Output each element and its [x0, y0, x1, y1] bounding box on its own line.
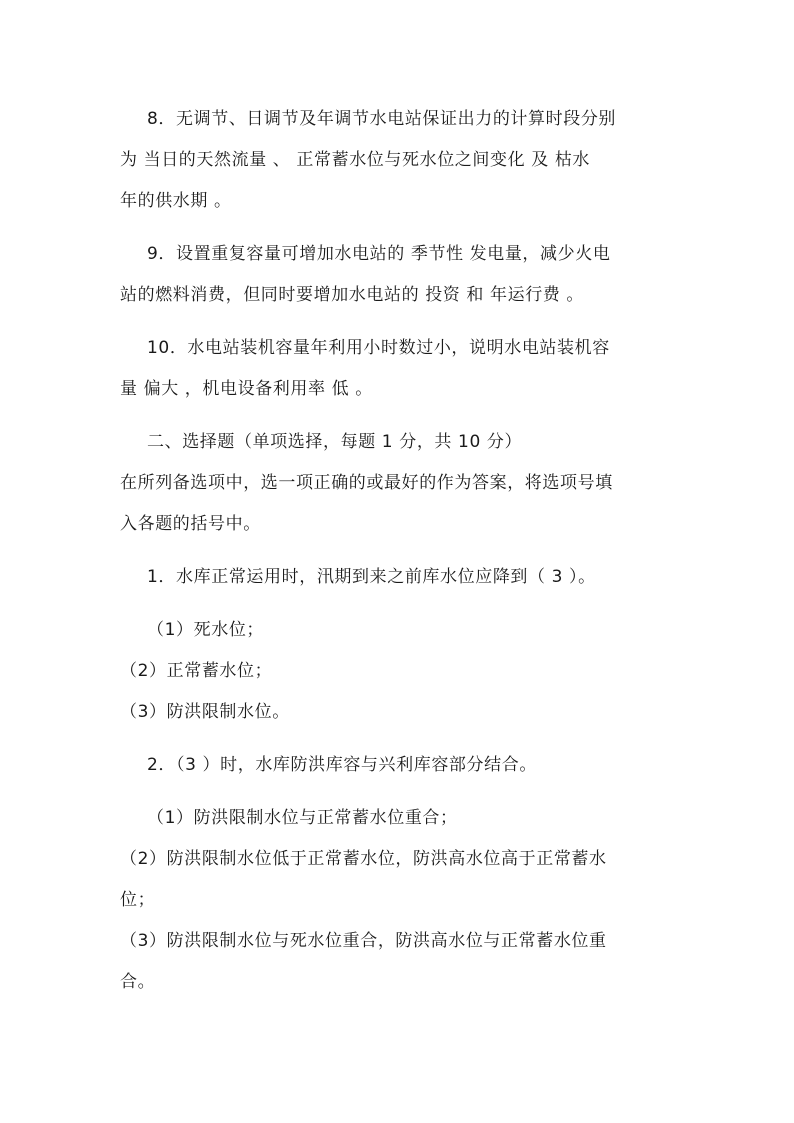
q8-line-1: 8．无调节、日调节及年调节水电站保证出力的计算时段分别	[147, 109, 617, 129]
q10-line-2: 量 偏大 ，机电设备利用率 低 。	[120, 379, 373, 399]
q10-line-1: 10．水电站装机容量年利用小时数过小，说明水电站装机容	[147, 338, 610, 358]
mc2-question: 2．（3 ）时，水库防洪库容与兴利库容部分结合。	[147, 755, 537, 775]
q8-line-2: 为 当日的天然流量 、 正常蓄水位与死水位之间变化 及 枯水	[120, 150, 591, 170]
mc1-option-2: （2）正常蓄水位；	[120, 661, 273, 681]
q9-line-1: 9．设置重复容量可增加水电站的 季节性 发电量，减少火电	[147, 244, 611, 264]
q9-line-2: 站的燃料消费，但同时要增加水电站的 投资 和 年运行费 。	[120, 285, 585, 305]
mc2-option-3-line-1: （3）防洪限制水位与死水位重合，防洪高水位与正常蓄水位重	[120, 931, 607, 951]
mc2-option-3-line-2: 合。	[120, 972, 156, 992]
mc1-option-3: （3）防洪限制水位。	[120, 702, 290, 722]
q8-line-3: 年的供水期 。	[120, 191, 232, 211]
section-heading: 二、选择题（单项选择，每题 1 分，共 10 分）	[147, 432, 523, 452]
instructions-line-2: 入各题的括号中。	[120, 514, 261, 534]
mc2-option-2-line-2: 位；	[120, 890, 156, 910]
instructions-line-1: 在所列备选项中，选一项正确的或最好的作为答案，将选项号填	[120, 473, 613, 493]
mc1-question: 1．水库正常运用时，汛期到来之前库水位应降到（ 3 ）。	[147, 567, 596, 587]
mc2-option-2-line-1: （2）防洪限制水位低于正常蓄水位，防洪高水位高于正常蓄水	[120, 849, 607, 869]
mc1-option-1: （1）死水位；	[147, 620, 265, 640]
mc2-option-1: （1）防洪限制水位与正常蓄水位重合；	[147, 808, 458, 828]
